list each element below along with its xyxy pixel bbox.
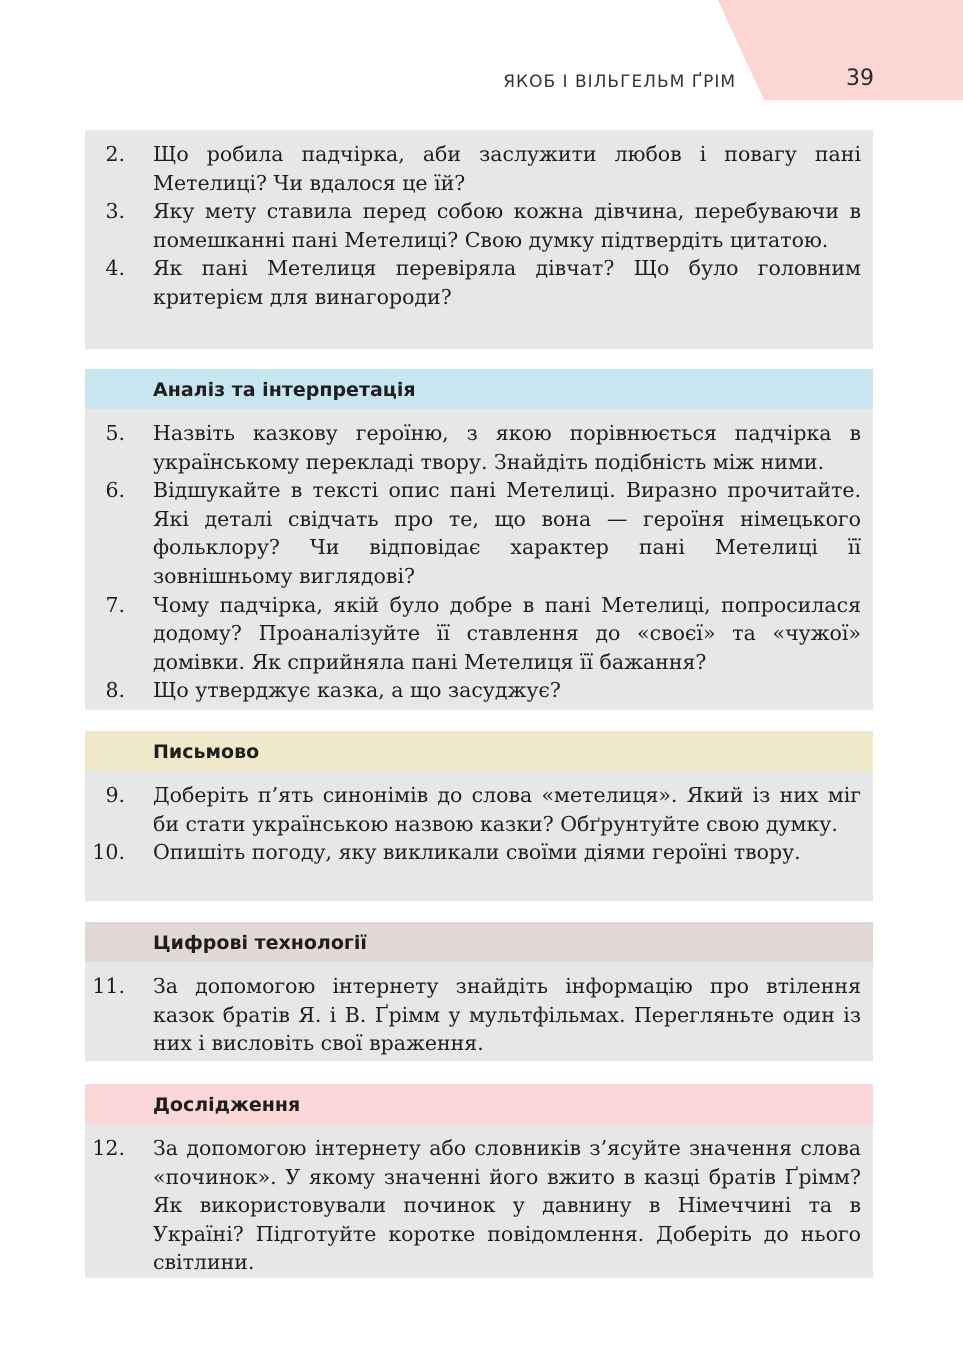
section-heading-analysis: Аналіз та інтерпретація <box>85 369 873 409</box>
question-number: 9. <box>105 783 125 807</box>
question-item <box>85 972 861 1058</box>
corner-decoration <box>718 0 963 100</box>
question-item <box>85 676 861 705</box>
questions-block-analysis <box>85 409 873 710</box>
question-item <box>85 476 861 590</box>
question-number: 7. <box>105 592 125 617</box>
question-item <box>85 781 861 838</box>
question-number: 4. <box>105 256 125 281</box>
page-number: 39 <box>846 66 874 91</box>
question-item <box>85 419 861 476</box>
question-text: Доберіть п’ять синонімів до слова «метелиця». Який із них міг би стати українською назвою казки? Обґрунтуйте свою думку. <box>153 783 861 836</box>
question-text: Чому падчірка, якій було добре в пані Метелиці, попросилася додому? Проаналізуйте її ставлення до «своєї» та «чужої» домівки. Як сприйняла пані Метелиця її бажання? <box>153 592 861 674</box>
questions-block-research <box>85 1124 873 1278</box>
question-text: Яку мету ставила перед собою кожна дівчина, перебуваючи в помешканні пані Метелиці? Свою думку підтвердіть цитатою. <box>153 199 861 252</box>
questions-block-writing <box>85 771 873 901</box>
question-number: 6. <box>105 478 125 503</box>
question-item <box>85 254 861 311</box>
question-text: Назвіть казкову героїню, з якою порівнюється падчірка в українському перекладі твору. Знайдіть подібність між ними. <box>153 421 861 474</box>
question-item <box>85 1134 861 1277</box>
question-number: 11. <box>92 974 125 998</box>
question-text: Як пані Метелиця перевіряла дівчат? Що було головним критерієм для винагороди? <box>153 256 861 309</box>
question-number: 12. <box>92 1136 125 1160</box>
question-number: 2. <box>105 142 125 166</box>
question-text: За допомогою інтернету або словників з’ясуйте значення слова «починок». У якому значенні його вжито в казці братів Ґрімм? Як використовували починок у давнину в Німеччині та в Україні? Підготуйте коротке повідомлення. Доберіть до нього світлини. <box>153 1136 861 1275</box>
questions-block-recall <box>85 130 873 349</box>
section-heading-research: Дослідження <box>85 1084 873 1124</box>
running-head: ЯКОБ І ВІЛЬГЕЛЬМ ҐРІМ <box>503 72 736 92</box>
question-text: За допомогою інтернету знайдіть інформацію про втілення казок братів Я. і В. Ґрімм у мультфільмах. Перегляньте один із них і висловіть свої враження. <box>153 974 861 1056</box>
section-heading-writing: Письмово <box>85 731 873 771</box>
question-text: Що робила падчірка, аби заслужити любов і повагу пані Метелиці? Чи вдалося це їй? <box>153 142 861 195</box>
section-heading-digital: Цифрові технології <box>85 922 873 962</box>
question-item <box>85 140 861 197</box>
question-text: Що утверджує казка, а що засуджує? <box>153 678 561 703</box>
question-number: 8. <box>105 678 125 703</box>
question-number: 10. <box>92 840 125 865</box>
question-text: Відшукайте в тексті опис пані Метелиці. Виразно прочитайте. Які деталі свідчать про те, що вона — героїня німецького фольклору? Чи відповідає характер пані Метелиці її зовнішньому виглядові? <box>153 478 861 588</box>
question-item <box>85 838 861 867</box>
question-item <box>85 591 861 677</box>
question-text: Опишіть погоду, яку викликали своїми діями героїні твору. <box>153 840 801 865</box>
question-number: 5. <box>105 421 125 445</box>
question-item <box>85 197 861 254</box>
question-number: 3. <box>105 199 125 224</box>
questions-block-digital <box>85 962 873 1061</box>
